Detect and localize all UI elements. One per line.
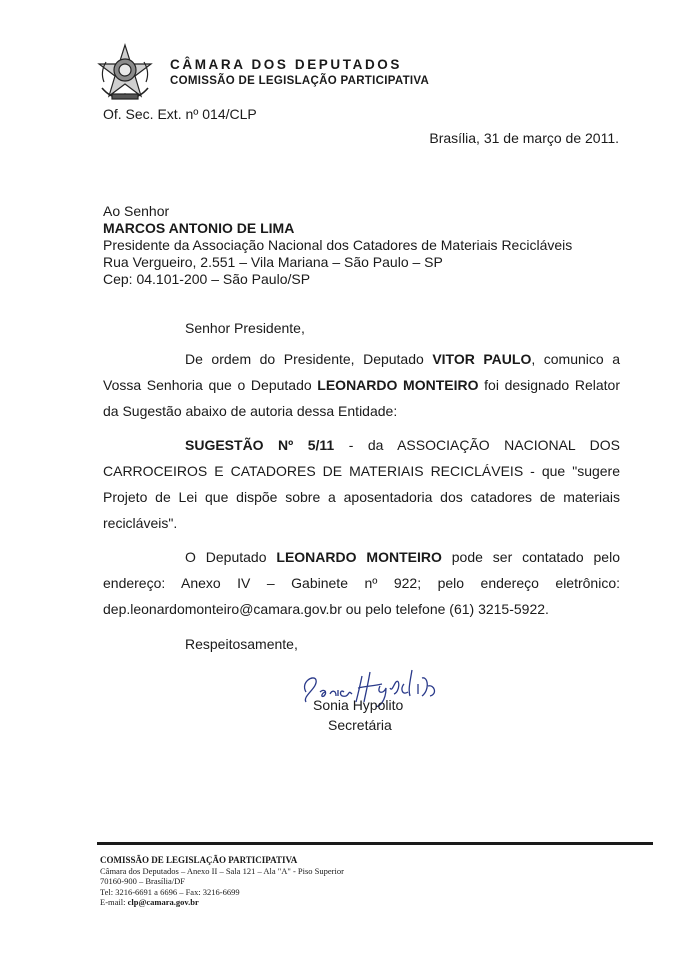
closing: Respeitosamente, [185,636,298,652]
greeting: Senhor Presidente, [185,320,305,336]
contact-deputy-name: LEONARDO MONTEIRO [276,549,442,565]
organization-name: CÂMARA DOS DEPUTADOS [170,57,403,72]
signer-role: Secretária [328,717,392,733]
commission-name: COMISSÃO DE LEGISLAÇÃO PARTICIPATIVA [170,75,430,87]
footer-divider [97,842,653,845]
paragraph-contact: O Deputado LEONARDO MONTEIRO pode ser contatado pelo endereço: Anexo IV – Gabinete nº 922; pelo endereço eletrônico: dep.leonardomonteiro@camara.gov.br ou pelo telefone (61) 3215-5922. [103,549,620,617]
footer-title: COMISSÃO DE LEGISLAÇÃO PARTICIPATIVA [100,855,298,865]
footer-email-address: clp@camara.gov.br [127,897,199,907]
footer-email: E-mail: clp@camara.gov.br [100,897,199,907]
recipient-salutation: Ao Senhor [103,203,170,219]
footer-phone: Tel: 3216-6691 a 6696 – Fax: 3216-6699 [100,887,240,897]
coat-of-arms-icon [94,42,156,104]
paragraph-designation: De ordem do Presidente, Deputado VITOR PAULO, comunico a Vossa Senhoria que o Deputado LEONARDO MONTEIRO foi designado Relator da Sugestão abaixo de autoria dessa Entidade: [103,351,620,419]
recipient-name: MARCOS ANTONIO DE LIMA [103,220,295,236]
signer-name: Sonia Hypolito [313,697,404,713]
document-reference: Of. Sec. Ext. nº 014/CLP [103,106,257,122]
suggestion-label: SUGESTÃO Nº 5/11 [185,437,335,453]
recipient-address: Rua Vergueiro, 2.551 – Vila Mariana – São Paulo – SP [103,254,443,270]
rapporteur-name: LEONARDO MONTEIRO [317,377,479,393]
paragraph-suggestion: SUGESTÃO Nº 5/11 - da ASSOCIAÇÃO NACIONAL DOS CARROCEIROS E CATADORES DE MATERIAIS RECICLÁVEIS - que "sugere Projeto de Lei que dispõe sobre a aposentadoria dos catadores de materiais recicláveis". [103,437,621,531]
document-date: Brasília, 31 de março de 2011. [429,130,619,146]
footer-address: Câmara dos Deputados – Anexo II – Sala 121 – Ala "A" - Piso Superior [100,866,344,876]
recipient-cep: Cep: 04.101-200 – São Paulo/SP [103,271,311,287]
footer-cep: 70160-900 – Brasília/DF [100,876,185,886]
president-name: VITOR PAULO [432,351,532,367]
recipient-title: Presidente da Associação Nacional dos Catadores de Materiais Recicláveis [103,237,573,253]
